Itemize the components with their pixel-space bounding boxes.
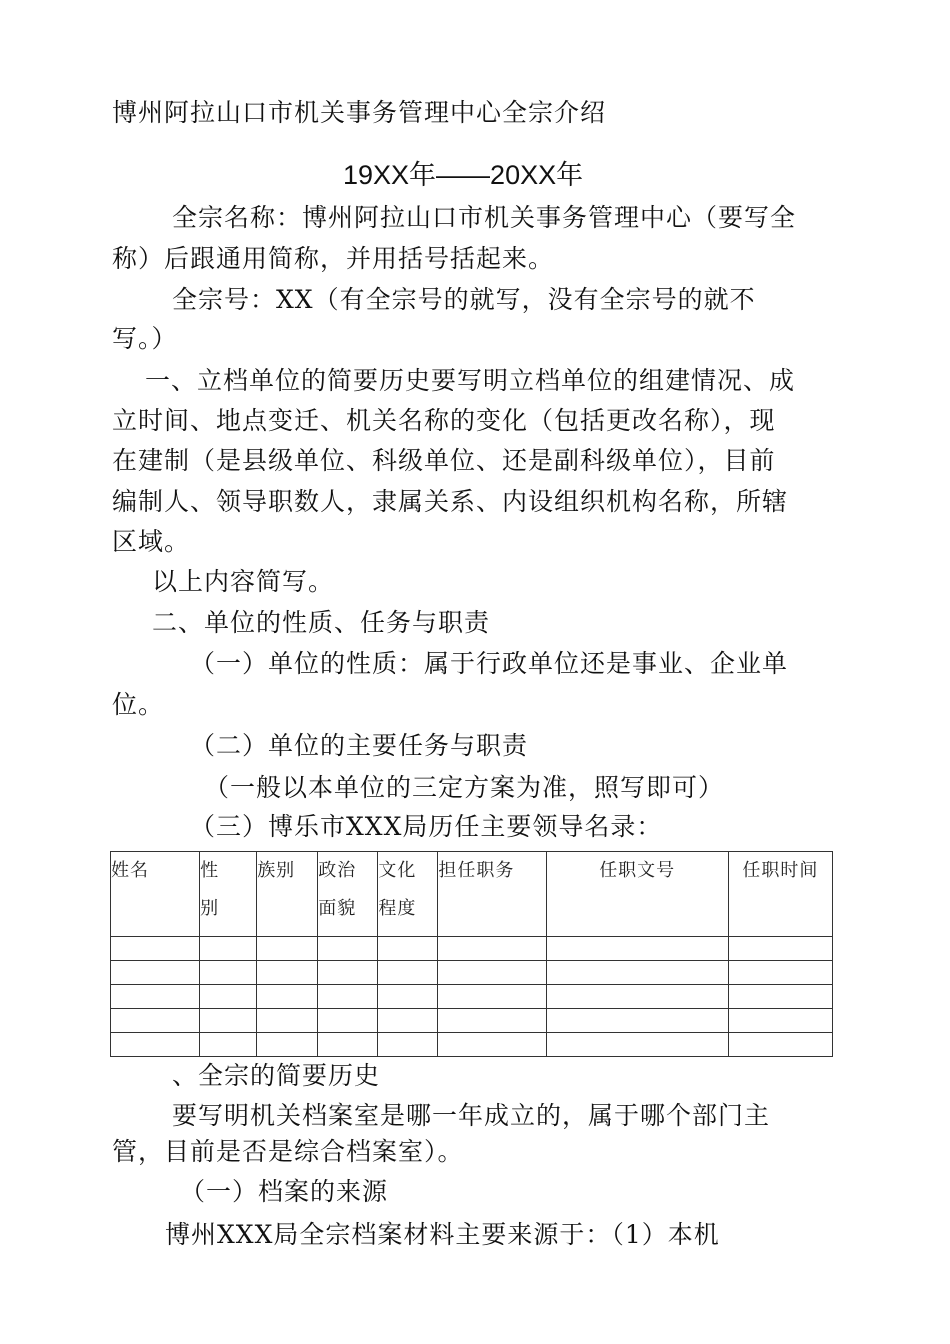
fonds-number-line-2: 写。） bbox=[112, 324, 178, 353]
subsection-nature-line-2: 位。 bbox=[112, 690, 165, 719]
period-heading: 19XX年——20XX年 bbox=[343, 160, 584, 190]
document-title: 博州阿拉山口市机关事务管理中心全宗介绍 bbox=[112, 98, 607, 127]
section-1-line-3: 在建制（是县级单位、科级单位、还是副科级单位），目前 bbox=[112, 446, 776, 475]
section-2-heading: 二、单位的性质、任务与职责 bbox=[152, 608, 491, 637]
brief-note: 以上内容简写。 bbox=[152, 567, 335, 596]
table-row bbox=[111, 937, 833, 961]
section-3-text-line-1: 要写明机关档案室是哪一年成立的，属于哪个部门主 bbox=[172, 1101, 771, 1130]
table-row bbox=[111, 1033, 833, 1057]
table-row bbox=[111, 985, 833, 1009]
header-ethnicity: 族别 bbox=[257, 852, 318, 937]
fonds-name-line-1: 全宗名称：博州阿拉山口市机关事务管理中心（要写全 bbox=[172, 203, 797, 232]
header-term: 任职时间 bbox=[728, 852, 832, 937]
section-3-text-line-2: 管，目前是否是综合档案室）。 bbox=[112, 1137, 464, 1166]
fonds-number-line-1: 全宗号：XX（有全宗号的就写，没有全宗号的就不 bbox=[172, 285, 756, 314]
subsection-duties: （二）单位的主要任务与职责 bbox=[190, 731, 529, 760]
table-body bbox=[111, 937, 833, 1057]
table-row bbox=[111, 961, 833, 985]
subsection-leaders: （三）博乐市XXX局历任主要领导名录： bbox=[190, 812, 663, 841]
table-header-row bbox=[111, 852, 833, 937]
fonds-name-line-2: 称）后跟通用简称，并用括号括起来。 bbox=[112, 244, 555, 273]
header-political-status: 政治 面貌 bbox=[318, 852, 378, 937]
section-3-heading: 、全宗的简要历史 bbox=[172, 1061, 381, 1090]
section-1-line-2: 立时间、地点变迁、机关名称的变化（包括更改名称），现 bbox=[112, 406, 776, 435]
leaders-table bbox=[110, 851, 833, 1057]
header-sex: 性 别 bbox=[200, 852, 257, 937]
table-row bbox=[111, 1009, 833, 1033]
header-education: 文化 程度 bbox=[378, 852, 438, 937]
header-appointment-doc: 任职文号 bbox=[546, 852, 728, 937]
archive-source-text: 博州XXX局全宗档案材料主要来源于：（1）本机 bbox=[165, 1220, 720, 1249]
section-1-line-1: 一、立档单位的简要历史要写明立档单位的组建情况、成 bbox=[145, 366, 796, 395]
subsection-archive-source: （一）档案的来源 bbox=[180, 1177, 389, 1206]
section-1-line-5: 区域。 bbox=[112, 527, 191, 556]
subsection-duties-note: （一般以本单位的三定方案为准，照写即可） bbox=[204, 773, 725, 802]
header-position: 担任职务 bbox=[438, 852, 546, 937]
header-name: 姓名 bbox=[111, 852, 200, 937]
subsection-nature-line-1: （一）单位的性质：属于行政单位还是事业、企业单 bbox=[190, 649, 789, 678]
section-1-line-4: 编制人、领导职数人，隶属关系、内设组织机构名称，所辖 bbox=[112, 487, 789, 516]
